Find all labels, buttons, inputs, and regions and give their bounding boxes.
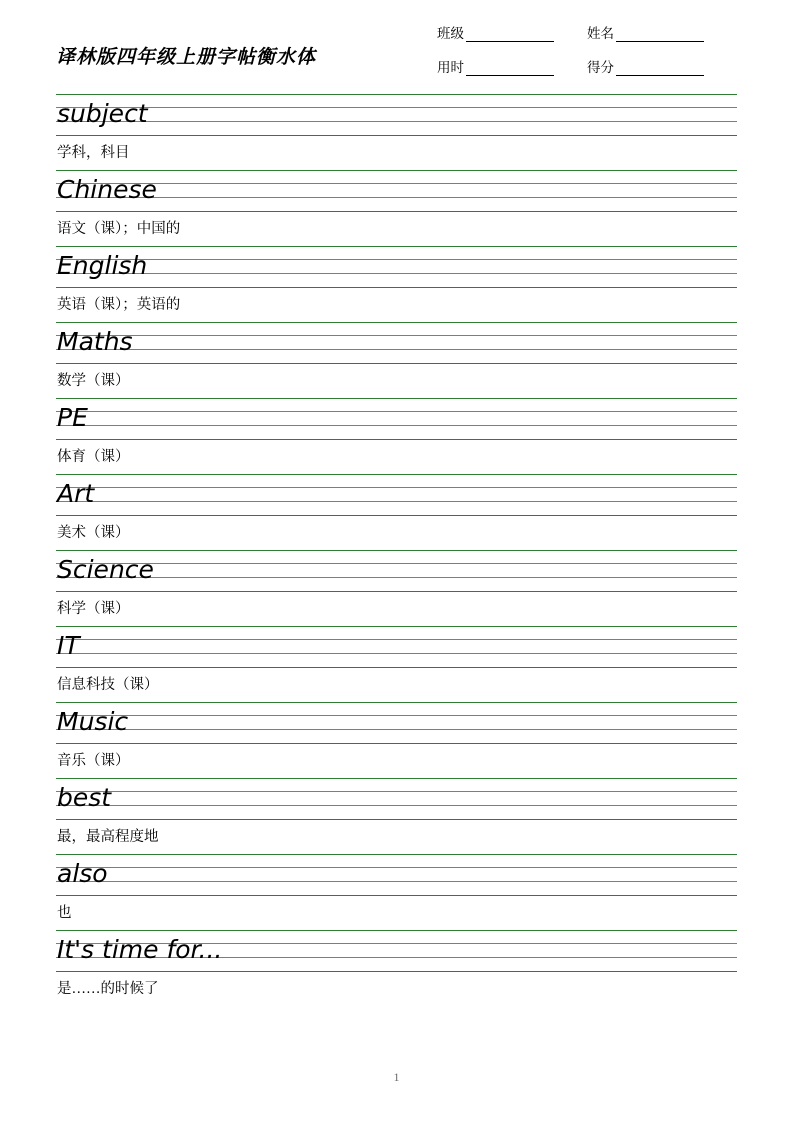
vocab-word: Art (57, 479, 95, 508)
guide-line-bottom (56, 287, 737, 288)
name-label: 姓名 (587, 26, 614, 41)
class-field[interactable] (437, 22, 587, 42)
guide-line-lower-mid (56, 881, 737, 882)
vocab-meaning: 也 (57, 905, 72, 921)
name-field[interactable] (587, 22, 704, 42)
handwriting-guide-lines (56, 474, 737, 516)
guide-line-top (56, 94, 737, 95)
guide-line-top (56, 398, 737, 399)
vocab-entry (56, 474, 737, 550)
vocab-entry (56, 398, 737, 474)
guide-line-lower-mid (56, 577, 737, 578)
vocab-meaning: 语文（课）；中国的 (57, 221, 181, 237)
guide-line-bottom (56, 667, 737, 668)
guide-line-top (56, 626, 737, 627)
guide-line-lower-mid (56, 121, 737, 122)
vocab-meaning: 体育（课） (57, 449, 130, 465)
vocab-word: best (57, 783, 112, 812)
page-title: 译林版四年级上册字帖衡水体 (56, 47, 317, 68)
vocab-meaning: 音乐（课） (57, 753, 130, 769)
vocab-entry (56, 702, 737, 778)
handwriting-guide-lines (56, 854, 737, 896)
guide-line-bottom (56, 515, 737, 516)
handwriting-guide-lines (56, 398, 737, 440)
guide-line-upper-mid (56, 791, 737, 792)
vocab-word: Music (57, 707, 129, 736)
vocab-entry (56, 626, 737, 702)
guide-line-lower-mid (56, 501, 737, 502)
handwriting-guide-lines (56, 170, 737, 212)
vocab-meaning: 信息科技（课） (57, 677, 159, 693)
guide-line-upper-mid (56, 487, 737, 488)
vocab-word: Science (57, 555, 154, 584)
page-header (56, 22, 737, 86)
guide-line-bottom (56, 211, 737, 212)
vocab-meaning: 数学（课） (57, 373, 130, 389)
guide-line-bottom (56, 743, 737, 744)
guide-line-upper-mid (56, 715, 737, 716)
practice-sheet (56, 94, 737, 1006)
handwriting-guide-lines (56, 322, 737, 364)
vocab-word: Maths (57, 327, 133, 356)
page-footer (0, 1070, 793, 1085)
guide-line-upper-mid (56, 107, 737, 108)
guide-line-upper-mid (56, 563, 737, 564)
guide-line-top (56, 702, 737, 703)
guide-line-lower-mid (56, 653, 737, 654)
guide-line-lower-mid (56, 425, 737, 426)
vocab-meaning: 学科，科目 (57, 145, 130, 161)
guide-line-bottom (56, 819, 737, 820)
handwriting-guide-lines (56, 246, 737, 288)
guide-line-top (56, 854, 737, 855)
vocab-word: It's time for... (57, 935, 223, 964)
time-blank[interactable] (466, 62, 554, 76)
vocab-entry (56, 94, 737, 170)
student-info-row-2 (437, 56, 737, 76)
student-info-row-1 (437, 22, 737, 42)
score-blank[interactable] (616, 62, 704, 76)
vocab-entry (56, 778, 737, 854)
vocab-word: IT (57, 631, 80, 660)
guide-line-lower-mid (56, 729, 737, 730)
vocab-word: PE (57, 403, 88, 432)
vocab-word: Chinese (57, 175, 157, 204)
time-field[interactable] (437, 56, 587, 76)
guide-line-upper-mid (56, 335, 737, 336)
handwriting-guide-lines (56, 550, 737, 592)
guide-line-upper-mid (56, 639, 737, 640)
vocab-entry (56, 854, 737, 930)
guide-line-top (56, 246, 737, 247)
guide-line-bottom (56, 591, 737, 592)
guide-line-top (56, 778, 737, 779)
guide-line-lower-mid (56, 273, 737, 274)
guide-line-bottom (56, 895, 737, 896)
vocab-entry (56, 322, 737, 398)
vocab-meaning: 英语（课）；英语的 (57, 297, 181, 313)
guide-line-lower-mid (56, 805, 737, 806)
class-blank[interactable] (466, 28, 554, 42)
vocab-entry (56, 170, 737, 246)
vocab-entry (56, 246, 737, 322)
class-label: 班级 (437, 26, 464, 41)
handwriting-guide-lines (56, 930, 737, 972)
guide-line-bottom (56, 363, 737, 364)
guide-line-upper-mid (56, 867, 737, 868)
score-label: 得分 (587, 60, 614, 75)
vocab-entry (56, 550, 737, 626)
guide-line-top (56, 322, 737, 323)
guide-line-upper-mid (56, 259, 737, 260)
guide-line-upper-mid (56, 183, 737, 184)
page-number: 1 (393, 1070, 400, 1084)
guide-line-bottom (56, 971, 737, 972)
handwriting-guide-lines (56, 94, 737, 136)
handwriting-guide-lines (56, 626, 737, 668)
vocab-word: English (57, 251, 148, 280)
score-field[interactable] (587, 56, 704, 76)
guide-line-top (56, 170, 737, 171)
name-blank[interactable] (616, 28, 704, 42)
guide-line-top (56, 550, 737, 551)
vocab-entry (56, 930, 737, 1006)
guide-line-lower-mid (56, 349, 737, 350)
vocab-meaning: 科学（课） (57, 601, 130, 617)
student-info-block (437, 22, 737, 90)
guide-line-lower-mid (56, 197, 737, 198)
guide-line-upper-mid (56, 411, 737, 412)
vocab-meaning: 是……的时候了 (57, 981, 159, 997)
handwriting-guide-lines (56, 702, 737, 744)
guide-line-top (56, 474, 737, 475)
guide-line-bottom (56, 439, 737, 440)
handwriting-guide-lines (56, 778, 737, 820)
vocab-word: also (57, 859, 108, 888)
vocab-word: subject (57, 99, 148, 128)
time-label: 用时 (437, 60, 464, 75)
guide-line-bottom (56, 135, 737, 136)
vocab-meaning: 美术（课） (57, 525, 130, 541)
vocab-meaning: 最，最高程度地 (57, 829, 159, 845)
